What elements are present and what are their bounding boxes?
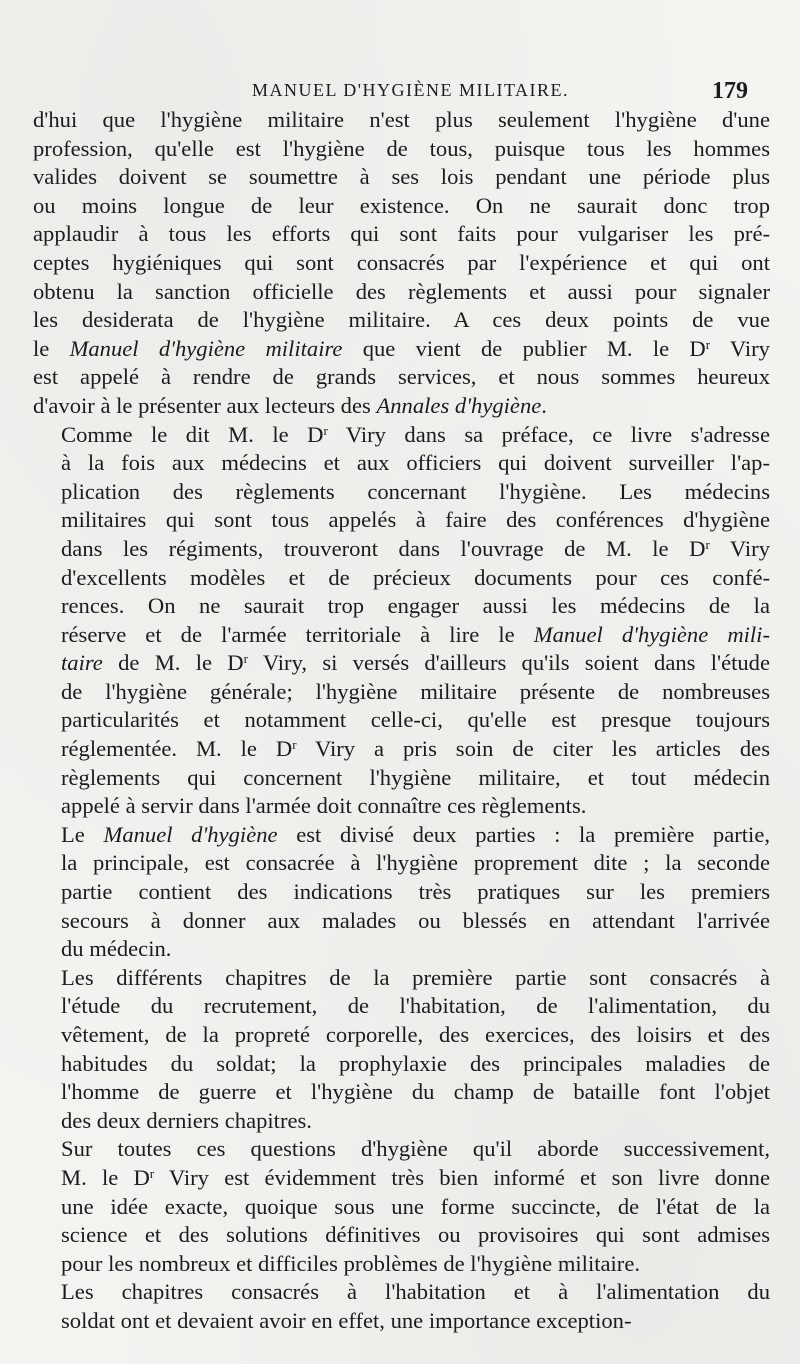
text-run: règlements qui concernent l'hygiène militaire, et tout médecin xyxy=(61,764,770,790)
text-run: des deux derniers chapitres. xyxy=(61,1107,312,1133)
text-line xyxy=(33,735,770,764)
text-line xyxy=(33,249,770,278)
text-run: l'étude du recrutement, de l'habitation, de l'alimentation, du xyxy=(61,993,770,1019)
text-line xyxy=(33,1193,770,1222)
text-run: la principale, est consacrée à l'hygiène proprement dite ; la seconde xyxy=(61,850,770,876)
text-line xyxy=(33,564,770,593)
text-line xyxy=(33,678,770,707)
italic-title-text: Annales d'hygiène xyxy=(376,392,542,418)
text-line xyxy=(33,792,770,821)
superscript-text: r xyxy=(292,737,297,753)
text-line xyxy=(33,335,770,364)
italic-title-text: Manuel d'hygiène mili- xyxy=(533,621,770,647)
text-run: . xyxy=(541,392,547,418)
text-run: soldat ont et devaient avoir en effet, une importance exception- xyxy=(61,1307,632,1333)
text-line xyxy=(33,935,770,964)
text-line xyxy=(33,1278,770,1307)
text-line xyxy=(33,649,770,678)
text-line xyxy=(33,964,770,993)
paragraph xyxy=(33,964,770,1136)
text-line xyxy=(33,106,770,135)
running-title: MANUEL D'HYGIÈNE MILITAIRE. xyxy=(251,80,570,100)
text-run: à la fois aux médecins et aux officiers qui doivent surveiller l'ap- xyxy=(61,450,770,476)
text-run: valides doivent se soumettre à ses lois pendant une période plus xyxy=(33,164,770,190)
text-line xyxy=(33,1078,770,1107)
text-line xyxy=(33,621,770,650)
text-run: d'excellents modèles et de précieux documents pour ces confé- xyxy=(61,564,770,590)
text-run: Viry, si versés d'ailleurs qu'ils soient dans l'étude xyxy=(247,650,770,676)
text-run: ceptes hygiéniques qui sont consacrés par l'expérience et qui ont xyxy=(33,249,770,275)
text-run: obtenu la sanction officielle des règlements et aussi pour signaler xyxy=(33,278,770,304)
text-line xyxy=(33,163,770,192)
text-run: Sur toutes ces questions d'hygiène qu'il aborde successivement, xyxy=(61,1136,770,1162)
text-run: Viry xyxy=(709,535,770,561)
text-line xyxy=(33,449,770,478)
text-line xyxy=(33,849,770,878)
paragraph xyxy=(33,421,770,821)
body-text xyxy=(33,106,770,1336)
text-line xyxy=(33,1221,770,1250)
italic-title-text: Manuel d'hygiène xyxy=(103,821,278,847)
superscript-text: r xyxy=(705,336,711,352)
paragraph xyxy=(33,106,770,421)
text-line xyxy=(33,878,770,907)
text-run: profession, qu'elle est l'hygiène de tous, puisque tous les hommes xyxy=(33,135,770,161)
text-run: militaires qui sont tous appelés à faire des conférences d'hygiène xyxy=(61,507,770,533)
text-line xyxy=(33,1164,770,1193)
text-run: science et des solutions définitives ou provisoires qui sont admises xyxy=(61,1222,770,1248)
text-run: M. le D xyxy=(61,1164,150,1190)
superscript-text: r xyxy=(705,536,710,552)
text-run: rences. On ne saurait trop engager aussi les médecins de la xyxy=(61,593,770,619)
text-run: les desiderata de l'hygiène militaire. A ces deux points de vue xyxy=(33,307,770,333)
text-line xyxy=(33,1050,770,1079)
text-run: particularités et notamment celle-ci, qu'elle est presque toujours xyxy=(61,707,770,733)
text-line xyxy=(33,363,770,392)
text-run: plication des règlements concernant l'hygiène. Les médecins xyxy=(61,478,770,504)
italic-title-text: taire xyxy=(61,650,103,676)
paragraph xyxy=(33,1278,770,1335)
text-run: partie contient des indications très pratiques sur les premiers xyxy=(61,879,770,905)
text-line xyxy=(33,1135,770,1164)
text-line xyxy=(33,506,770,535)
text-run: Viry est évidemment très bien informé et son livre donne xyxy=(154,1164,770,1190)
paragraph xyxy=(33,1135,770,1278)
text-run: vêtement, de la propreté corporelle, des exercices, des loisirs et des xyxy=(61,1022,770,1047)
text-run: est divisé deux parties : la première partie, xyxy=(277,821,770,847)
text-run: du médecin. xyxy=(61,936,172,962)
text-run: Viry a pris soin de citer les articles des xyxy=(296,736,770,762)
text-run: une idée exacte, quoique sous une forme succincte, de l'état de la xyxy=(61,1193,770,1219)
text-run: que vient de publier M. le D xyxy=(342,335,706,361)
text-line xyxy=(33,535,770,564)
superscript-text: r xyxy=(243,651,248,667)
text-line xyxy=(33,135,770,164)
text-line xyxy=(33,392,770,421)
text-run: pour les nombreux et difficiles problèmes de l'hygiène militaire. xyxy=(61,1250,641,1276)
text-run: Viry xyxy=(710,335,770,361)
text-run: réserve et de l'armée territoriale à lire le xyxy=(61,621,534,647)
text-run: Les différents chapitres de la première partie sont consacrés à xyxy=(61,964,770,990)
text-line xyxy=(33,478,770,507)
page-number: 179 xyxy=(712,78,748,104)
text-run: Les chapitres consacrés à l'habitation et à l'alimentation du xyxy=(61,1279,770,1305)
text-run: Le xyxy=(61,821,104,847)
text-line xyxy=(33,278,770,307)
text-run: réglementée. M. le D xyxy=(61,736,293,762)
running-head xyxy=(33,72,770,106)
text-run: Viry dans sa préface, ce livre s'adresse xyxy=(327,421,770,447)
text-run: de l'hygiène générale; l'hygiène militaire présente de nombreuses xyxy=(61,678,770,704)
text-run: dans les régiments, trouveront dans l'ouvrage de M. le D xyxy=(61,535,706,561)
text-run: applaudir à tous les efforts qui sont faits pour vulgariser les pré- xyxy=(33,221,770,247)
text-line xyxy=(33,821,770,850)
text-run: Comme le dit M. le D xyxy=(61,421,324,447)
text-line xyxy=(33,220,770,249)
text-run: le xyxy=(33,335,70,361)
text-run: est appelé à rendre de grands services, et nous sommes heureux xyxy=(33,364,770,390)
text-run: appelé à servir dans l'armée doit connaître ces règlements. xyxy=(61,793,587,819)
text-run: de M. le D xyxy=(102,650,244,676)
text-line xyxy=(33,907,770,936)
superscript-text: r xyxy=(323,422,328,438)
text-line xyxy=(33,764,770,793)
text-run: ou moins longue de leur existence. On ne saurait donc trop xyxy=(33,192,770,218)
text-run: l'homme de guerre et l'hygiène du champ de bataille font l'objet xyxy=(61,1079,770,1105)
text-run: d'hui que l'hygiène militaire n'est plus seulement l'hygiène d'une xyxy=(33,107,770,132)
text-line xyxy=(33,192,770,221)
text-run: d'avoir à le présenter aux lecteurs des xyxy=(33,392,377,418)
text-line xyxy=(33,592,770,621)
text-line xyxy=(33,1021,770,1050)
text-line xyxy=(33,1250,770,1279)
text-line xyxy=(33,421,770,450)
text-line xyxy=(33,1107,770,1136)
paragraph xyxy=(33,821,770,964)
superscript-text: r xyxy=(149,1165,155,1181)
text-run: secours à donner aux malades ou blessés en attendant l'arrivée xyxy=(61,907,770,933)
text-line xyxy=(33,992,770,1021)
italic-title-text: Manuel d'hygiène militaire xyxy=(69,335,343,361)
text-line xyxy=(33,1307,770,1336)
text-line xyxy=(33,306,770,335)
text-run: habitudes du soldat; la prophylaxie des principales maladies de xyxy=(61,1050,770,1076)
text-line xyxy=(33,706,770,735)
